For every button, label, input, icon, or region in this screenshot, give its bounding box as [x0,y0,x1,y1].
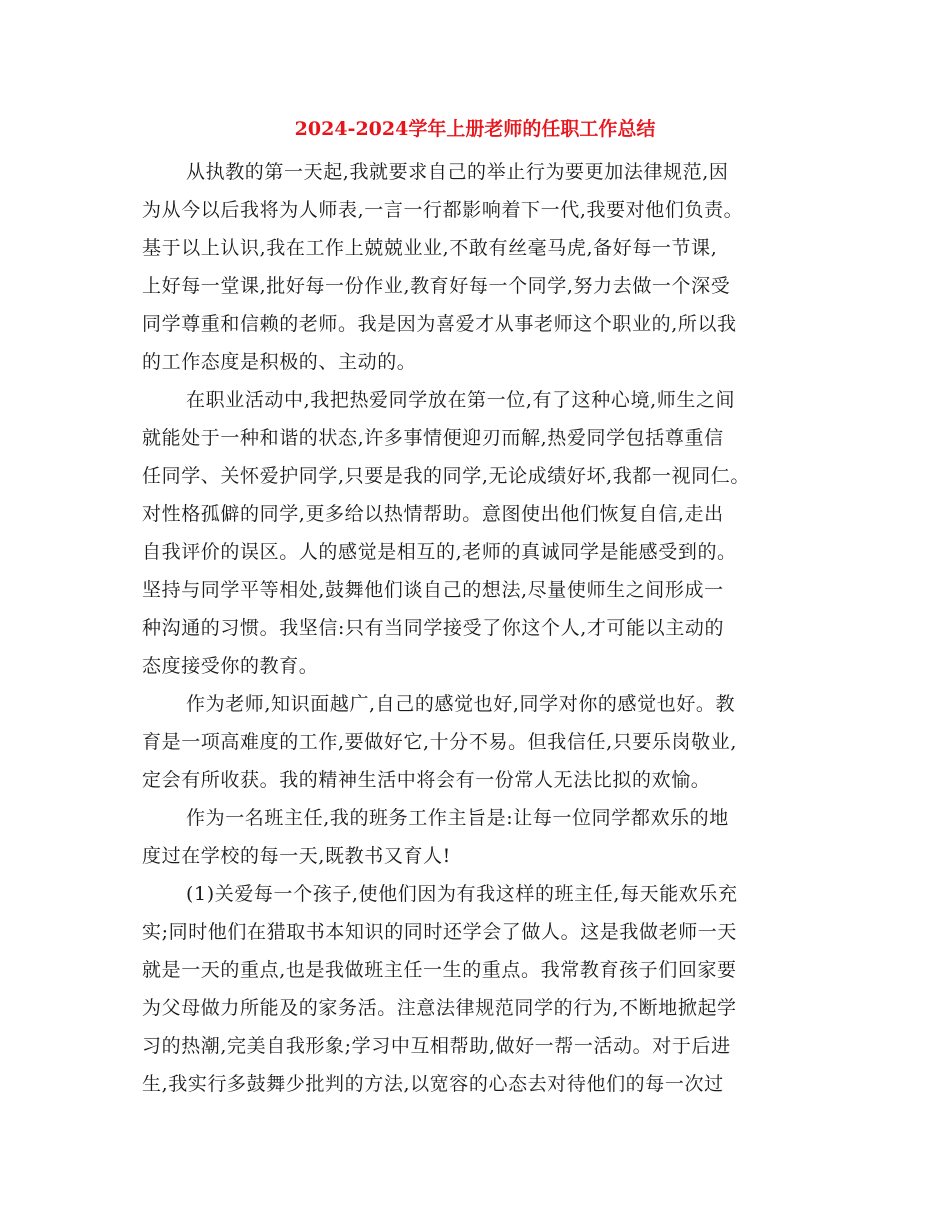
body-line: 作为老师,知识面越广,自己的感觉也好,同学对你的感觉也好。教 [186,693,736,715]
body-line: 的工作态度是积极的、主动的。 [142,351,417,373]
document-title: 2024-2024学年上册老师的任职工作总结 [294,118,656,140]
body-line: (1)关爱每一个孩子,使他们因为有我这样的班主任,每天能欢乐充 [186,883,738,905]
body-line: 为从今以后我将为人师表,一言一行都影响着下一代,我要对他们负责。 [142,199,744,221]
body-line: 定会有所收获。我的精神生活中将会有一份常人无法比拟的欢愉。 [142,769,711,791]
body-line: 为父母做力所能及的家务活。注意法律规范同学的行为,不断地掀起学 [142,997,737,1019]
body-line: 生,我实行多鼓舞少批判的方法,以宽容的心态去对待他们的每一次过 [142,1073,724,1095]
body-line: 就是一天的重点,也是我做班主任一生的重点。我常教育孩子们回家要 [142,959,737,981]
body-line: 坚持与同学平等相处,鼓舞他们谈自己的想法,尽量使师生之间形成一 [142,579,724,601]
body-line: 就能处于一种和谐的状态,许多事情便迎刃而解,热爱同学包括尊重信 [142,427,724,449]
body-line: 同学尊重和信赖的老师。我是因为喜爱才从事老师这个职业的,所以我 [142,313,737,335]
body-line: 任同学、关怀爱护同学,只要是我的同学,无论成绩好坏,我都一视同仁。 [142,465,750,487]
body-line: 育是一项高难度的工作,要做好它,十分不易。但我信任,只要乐岗敬业, [142,731,737,753]
body-line: 度过在学校的每一天,既教书又育人! [142,845,451,867]
body-line: 从执教的第一天起,我就要求自己的举止行为要更加法律规范,因 [186,161,729,183]
body-line: 在职业活动中,我把热爱同学放在第一位,有了这种心境,师生之间 [186,389,736,411]
body-line: 自我评价的误区。人的感觉是相互的,老师的真诚同学是能感受到的。 [142,541,737,563]
body-line: 种沟通的习惯。我坚信:只有当同学接受了你这个人,才可能以主动的 [142,617,725,639]
body-line: 上好每一堂课,批好每一份作业,教育好每一个同学,努力去做一个深受 [142,275,731,297]
body-line: 态度接受你的教育。 [142,655,319,677]
body-line: 实;同时他们在猎取书本知识的同时还学会了做人。这是我做老师一天 [142,921,738,943]
body-line: 基于以上认识,我在工作上兢兢业业,不敢有丝毫马虎,备好每一节课, [142,237,718,259]
body-line: 对性格孤僻的同学,更多给以热情帮助。意图使出他们恢复自信,走出 [142,503,724,525]
body-line: 习的热潮,完美自我形象;学习中互相帮助,做好一帮一活动。对于后进 [142,1035,731,1057]
body-line: 作为一名班主任,我的班务工作主旨是:让每一位同学都欢乐的地 [186,807,729,829]
